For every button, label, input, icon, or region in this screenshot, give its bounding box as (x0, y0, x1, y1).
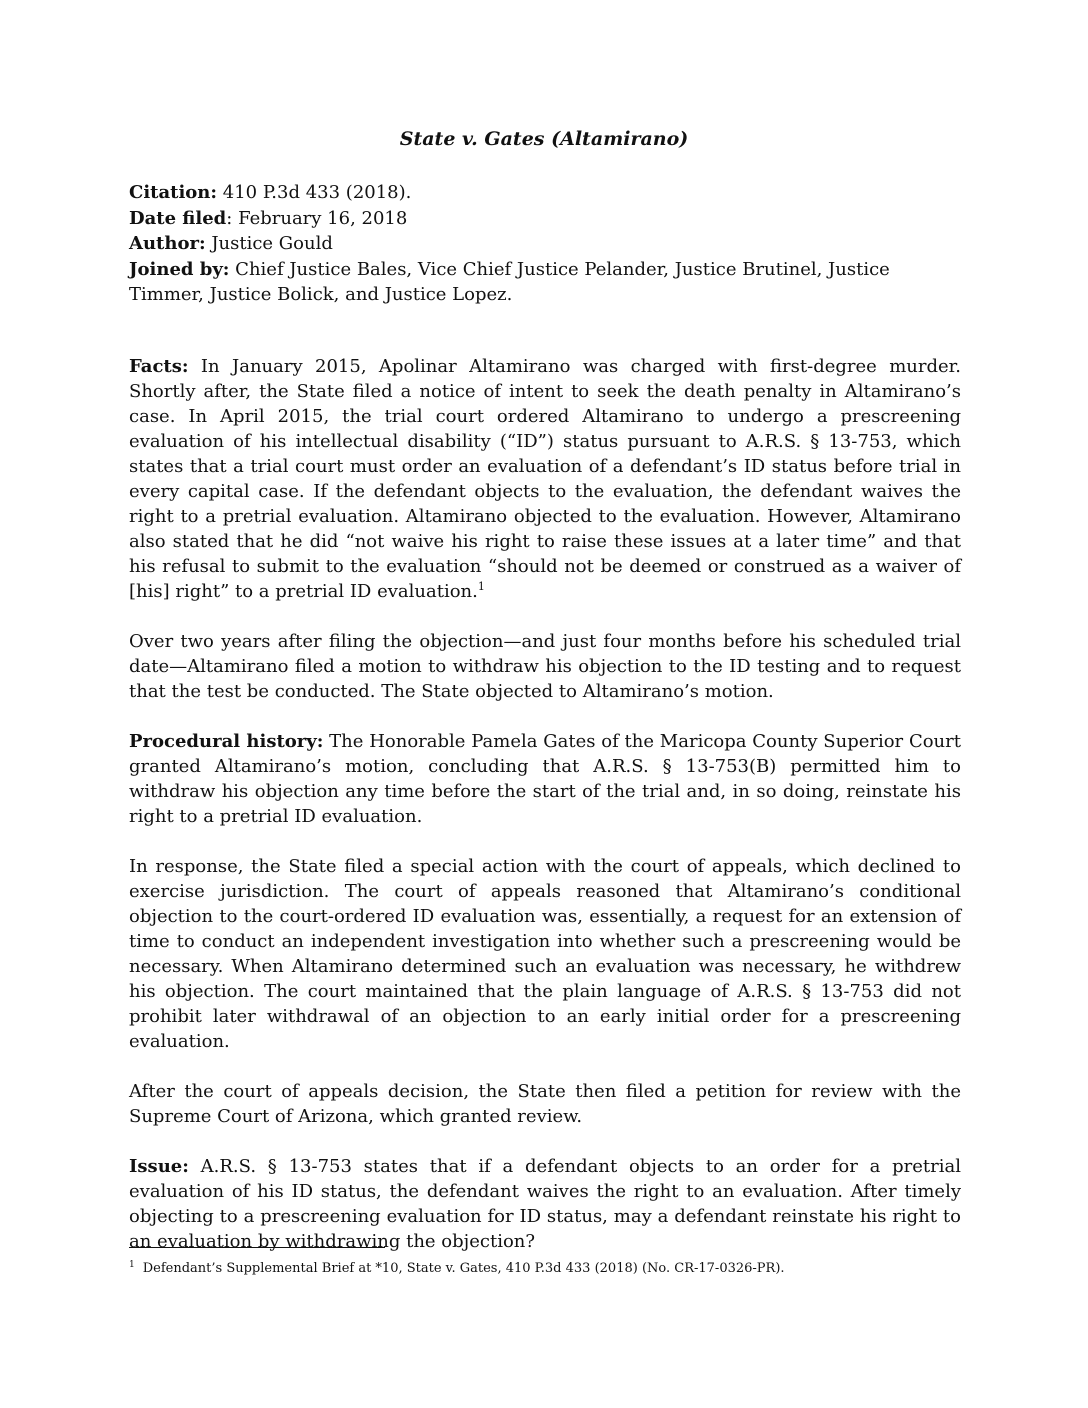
facts-paragraph (129, 354, 961, 604)
procedural-history-paragraph-2: In response, the State filed a special action with the court of appeals, which declined to exercise jurisdiction. The court of appeals reasoned that Altamirano’s conditional objection to the court-ordered ID evaluation was, essentially, a request for an extension of time to conduct an independent investigation into whether such a prescreening would be necessary. When Altamirano determined such an evaluation was necessary, he withdrew his objection. The court maintained that the plain language of A.R.S. § 13-753 did not prohibit later withdrawal of an objection to an early initial order for a prescreening evaluation. (129, 856, 961, 1052)
issue-paragraph (129, 1154, 961, 1254)
author-label: Author: (129, 233, 206, 254)
case-metadata (129, 180, 961, 308)
procedural-history-text: The Honorable Pamela Gates of the Maricopa County Superior Court granted Altamirano’s motion, concluding that A.R.S. § 13-753(B) permitted him to withdraw his objection any time before the start of the trial and, in so doing, reinstate his right to a pretrial ID evaluation. (129, 731, 961, 827)
facts-paragraph-2: Over two years after filing the objection—and just four months before his scheduled trial date—Altamirano filed a motion to withdraw his objection to the ID testing and to request that the test be conducted. The State objected to Altamirano’s motion. (129, 631, 961, 702)
date-filed-label: Date filed (129, 207, 227, 229)
facts-label: Facts: (129, 356, 189, 377)
document-body (129, 354, 961, 1279)
facts-text: In January 2015, Apolinar Altamirano was charged with first-degree murder. Shortly after, the State filed a notice of intent to seek the death penalty in Altamirano’s case. In April 2015, the trial court ordered Altamirano to undergo a prescreening evaluation of his intellectual disability (“ID”) status pursuant to A.R.S. § 13-753, which states that a trial court must order an evaluation of a defendant’s ID status before trial in every capital case. If the defendant objects to the evaluation, the defendant waives the right to a pretrial evaluation. Altamirano objected to the evaluation. However, Altamirano also stated that he did “not waive his right to raise these issues at a later time” and that his refusal to submit to the evaluation “should not be deemed or construed as a waiver of [his] right” to a pretrial ID evaluation. (129, 356, 961, 602)
footnote-number: 1 (129, 1259, 135, 1270)
case-title: State v. Gates (Altamirano) (399, 128, 689, 150)
citation-label: Citation: (129, 182, 218, 203)
joined-by-value: Chief Justice Bales, Vice Chief Justice Pelander, Justice Brutinel, Justice Timmer, Justice Bolick, and Justice Lopez. (129, 258, 890, 305)
author-line (129, 231, 961, 257)
joined-by-label: Joined by: (129, 258, 230, 280)
footnote (129, 1260, 961, 1278)
procedural-history-label: Procedural history: (129, 731, 324, 752)
citation-line (129, 180, 961, 206)
issue-label: Issue: (129, 1156, 189, 1177)
date-filed-value: : February 16, 2018 (226, 207, 408, 229)
procedural-history-paragraph-3: After the court of appeals decision, the State then filed a petition for review with the Supreme Court of Arizona, which granted review. (129, 1081, 961, 1127)
footnote-text: Defendant’s Supplemental Brief at *10, State v. Gates, 410 P.3d 433 (2018) (No. CR-17-0326-PR). (142, 1261, 785, 1276)
footnote-reference[interactable]: 1 (477, 580, 485, 593)
issue-text: A.R.S. § 13-753 states that if a defendant objects to an order for a pretrial evaluation of his ID status, the defendant waives the right to an evaluation. After timely objecting to a prescreening evaluation for ID status, may a defendant reinstate his right to an evaluation by withdrawing the objection? (129, 1156, 961, 1252)
citation-value: 410 P.3d 433 (2018). (217, 182, 412, 203)
author-value: Justice Gould (205, 233, 333, 254)
procedural-history-paragraph (129, 729, 961, 829)
joined-by-line (129, 257, 961, 308)
footnote-divider (129, 1247, 385, 1248)
date-filed-line (129, 206, 961, 232)
